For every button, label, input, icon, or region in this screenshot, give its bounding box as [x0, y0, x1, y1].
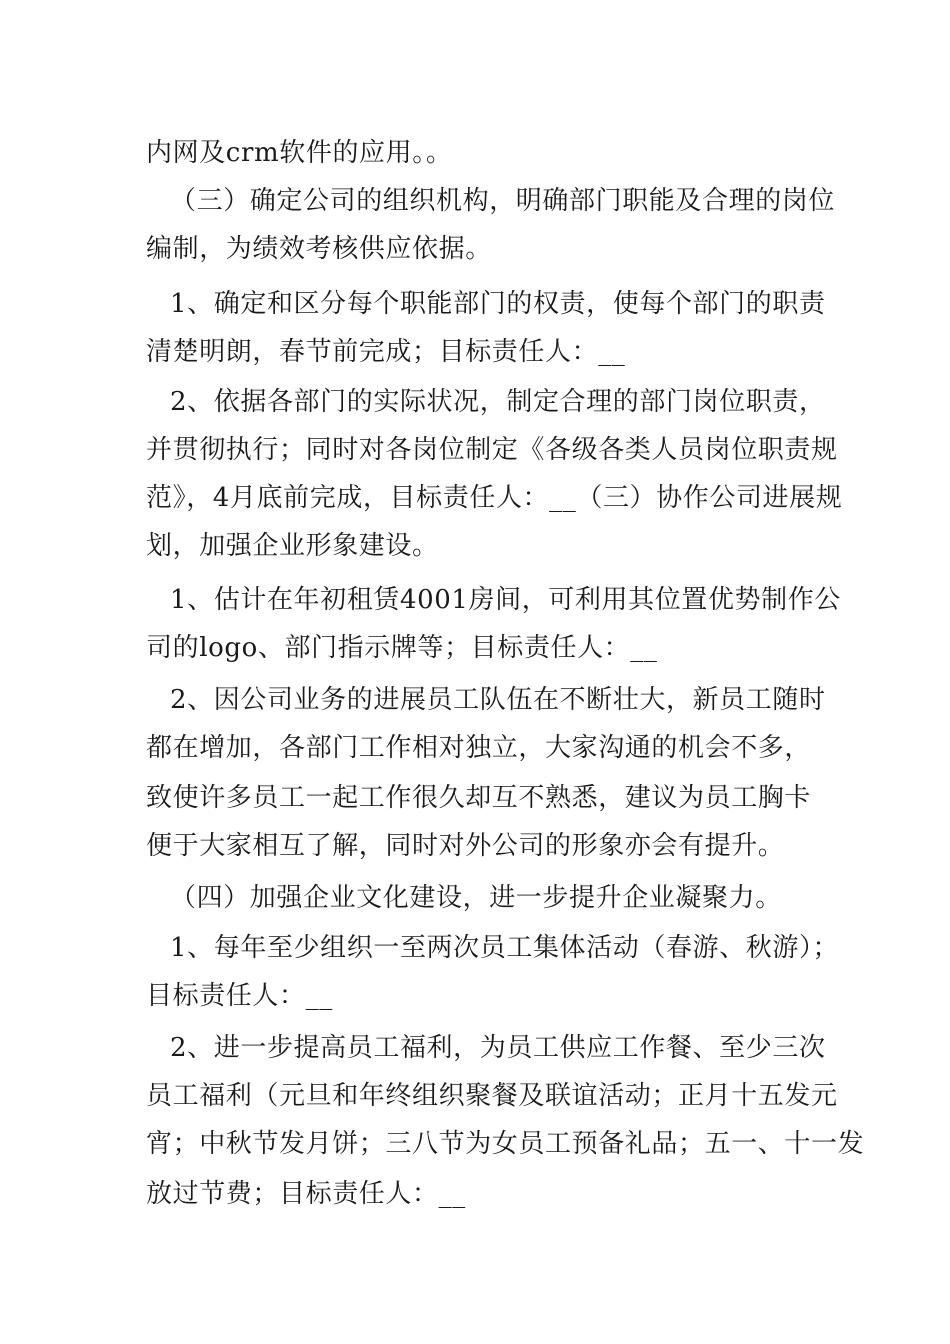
- list-item: 2、进一步提高员工福利，为员工供应工作餐、至少三次: [170, 1033, 826, 1063]
- list-item: 1、确定和区分每个职能部门的权责，使每个部门的职责: [170, 289, 826, 319]
- paragraph-line: 并贯彻执行；同时对各岗位制定《各级各类人员岗位职责规: [146, 435, 838, 465]
- section-heading-three: （三）确定公司的组织机构，明确部门职能及合理的岗位: [170, 186, 836, 216]
- paragraph-line: 致使许多员工一起工作很久却互不熟悉，建议为员工胸卡: [146, 783, 812, 813]
- paragraph-line: 司的logo、部门指示牌等；目标责任人：__: [146, 633, 658, 663]
- paragraph-line: 范》，4月底前完成，目标责任人：__（三）协作公司进展规: [146, 483, 843, 513]
- paragraph-line: 都在增加，各部门工作相对独立，大家沟通的机会不多，: [146, 733, 812, 763]
- section-heading-four: （四）加强企业文化建设，进一步提升企业凝聚力。: [170, 883, 782, 913]
- paragraph-line: 目标责任人：__: [146, 981, 333, 1011]
- paragraph-line: 内网及crm软件的应用。。: [146, 138, 453, 168]
- paragraph-line: 便于大家相互了解，同时对外公司的形象亦会有提升。: [146, 831, 785, 861]
- list-item: 2、依据各部门的实际状况，制定合理的部门岗位职责，: [170, 387, 826, 417]
- paragraph-line: 放过节费；目标责任人：__: [146, 1179, 466, 1209]
- paragraph-line: 宵；中秋节发月饼；三八节为女员工预备礼品；五一、十一发: [146, 1129, 865, 1159]
- list-item: 1、估计在年初租赁4001房间，可利用其位置优势制作公: [170, 585, 841, 615]
- list-item: 1、每年至少组织一至两次员工集体活动（春游、秋游）；: [170, 933, 840, 963]
- paragraph-line: 划，加强企业形象建设。: [146, 531, 439, 561]
- paragraph-line: 编制，为绩效考核供应依据。: [146, 234, 492, 264]
- list-item: 2、因公司业务的进展员工队伍在不断壮大，新员工随时: [170, 685, 826, 715]
- paragraph-line: 清楚明朗，春节前完成；目标责任人：__: [146, 337, 626, 367]
- paragraph-line: 员工福利（元旦和年终组织聚餐及联谊活动；正月十五发元: [146, 1081, 838, 1111]
